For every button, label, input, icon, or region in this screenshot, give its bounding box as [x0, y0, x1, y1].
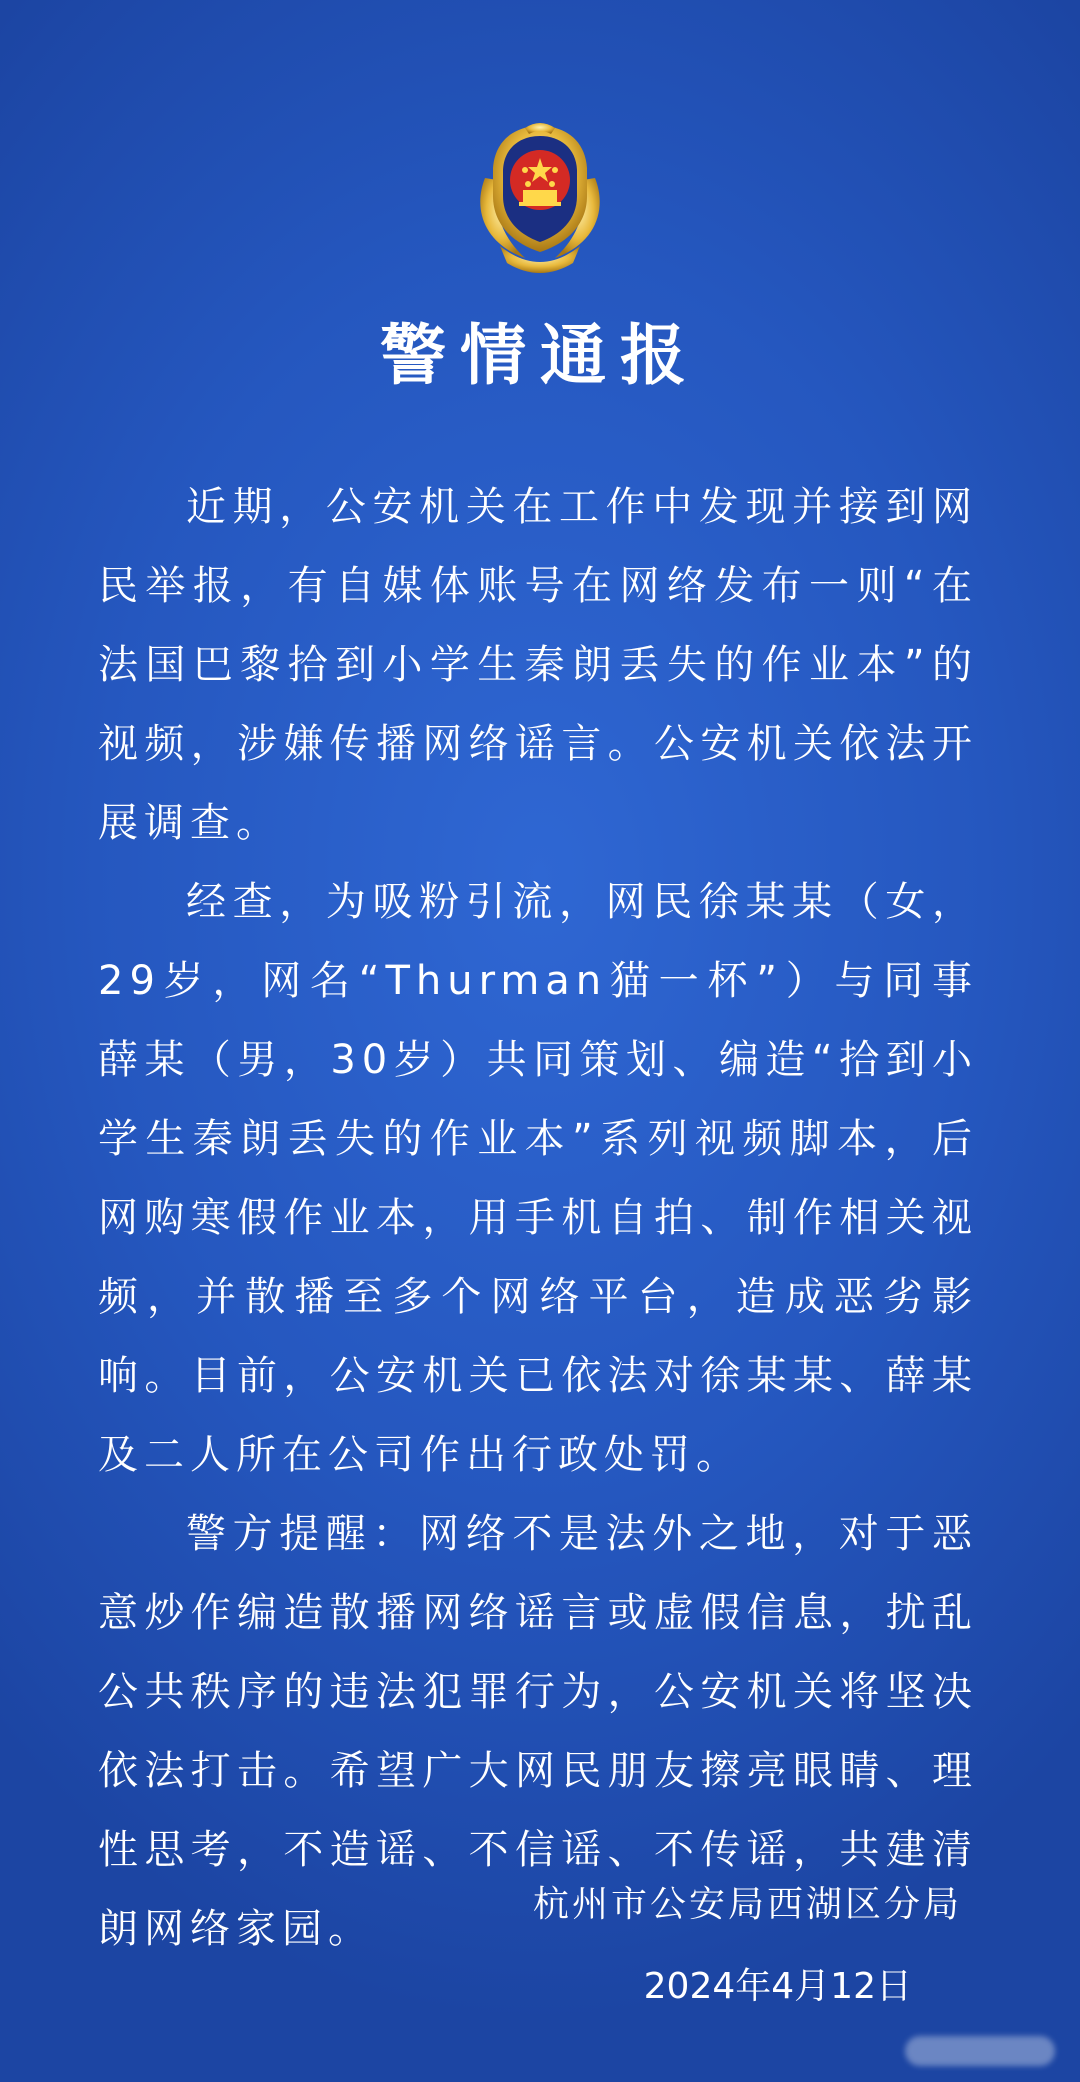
issuer-name: 杭州市公安局西湖区分局 — [532, 1884, 962, 1925]
watermark — [905, 2036, 1055, 2066]
paragraph-investigation: 经查，为吸粉引流，网民徐某某（女，29岁，网名“Thurman猫一杯”）与同事薛某（男，30岁）共同策划、编造“拾到小学生秦朗丢失的作业本”系列视频脚本，后网购寒假作业本，用手机自拍、制作相关视频，并散播至多个网络平台，造成恶劣影响。目前，公安机关已依法对徐某某、薛某及二人所在公司作出行政处罚。 — [98, 879, 978, 1478]
paragraph-warning: 警方提醒：网络不是法外之地，对于恶意炒作编造散播网络谣言或虚假信息，扰乱公共秩序的违法犯罪行为，公安机关将坚决依法打击。希望广大网民朋友擦亮眼睛、理性思考，不造谣、不信谣、不传谣，共建清朗网络家园。 — [98, 1511, 978, 1952]
paragraph-report: 近期，公安机关在工作中发现并接到网民举报，有自媒体账号在网络发布一则“在法国巴黎拾到小学生秦朗丢失的作业本”的视频，涉嫌传播网络谣言。公安机关依法开展调查。 — [98, 484, 978, 846]
notice-body — [98, 468, 978, 1969]
police-emblem-icon — [455, 118, 625, 278]
notice-title: 警情通报 — [380, 316, 700, 394]
issue-date: 2024年4月12日 — [643, 1966, 912, 2007]
